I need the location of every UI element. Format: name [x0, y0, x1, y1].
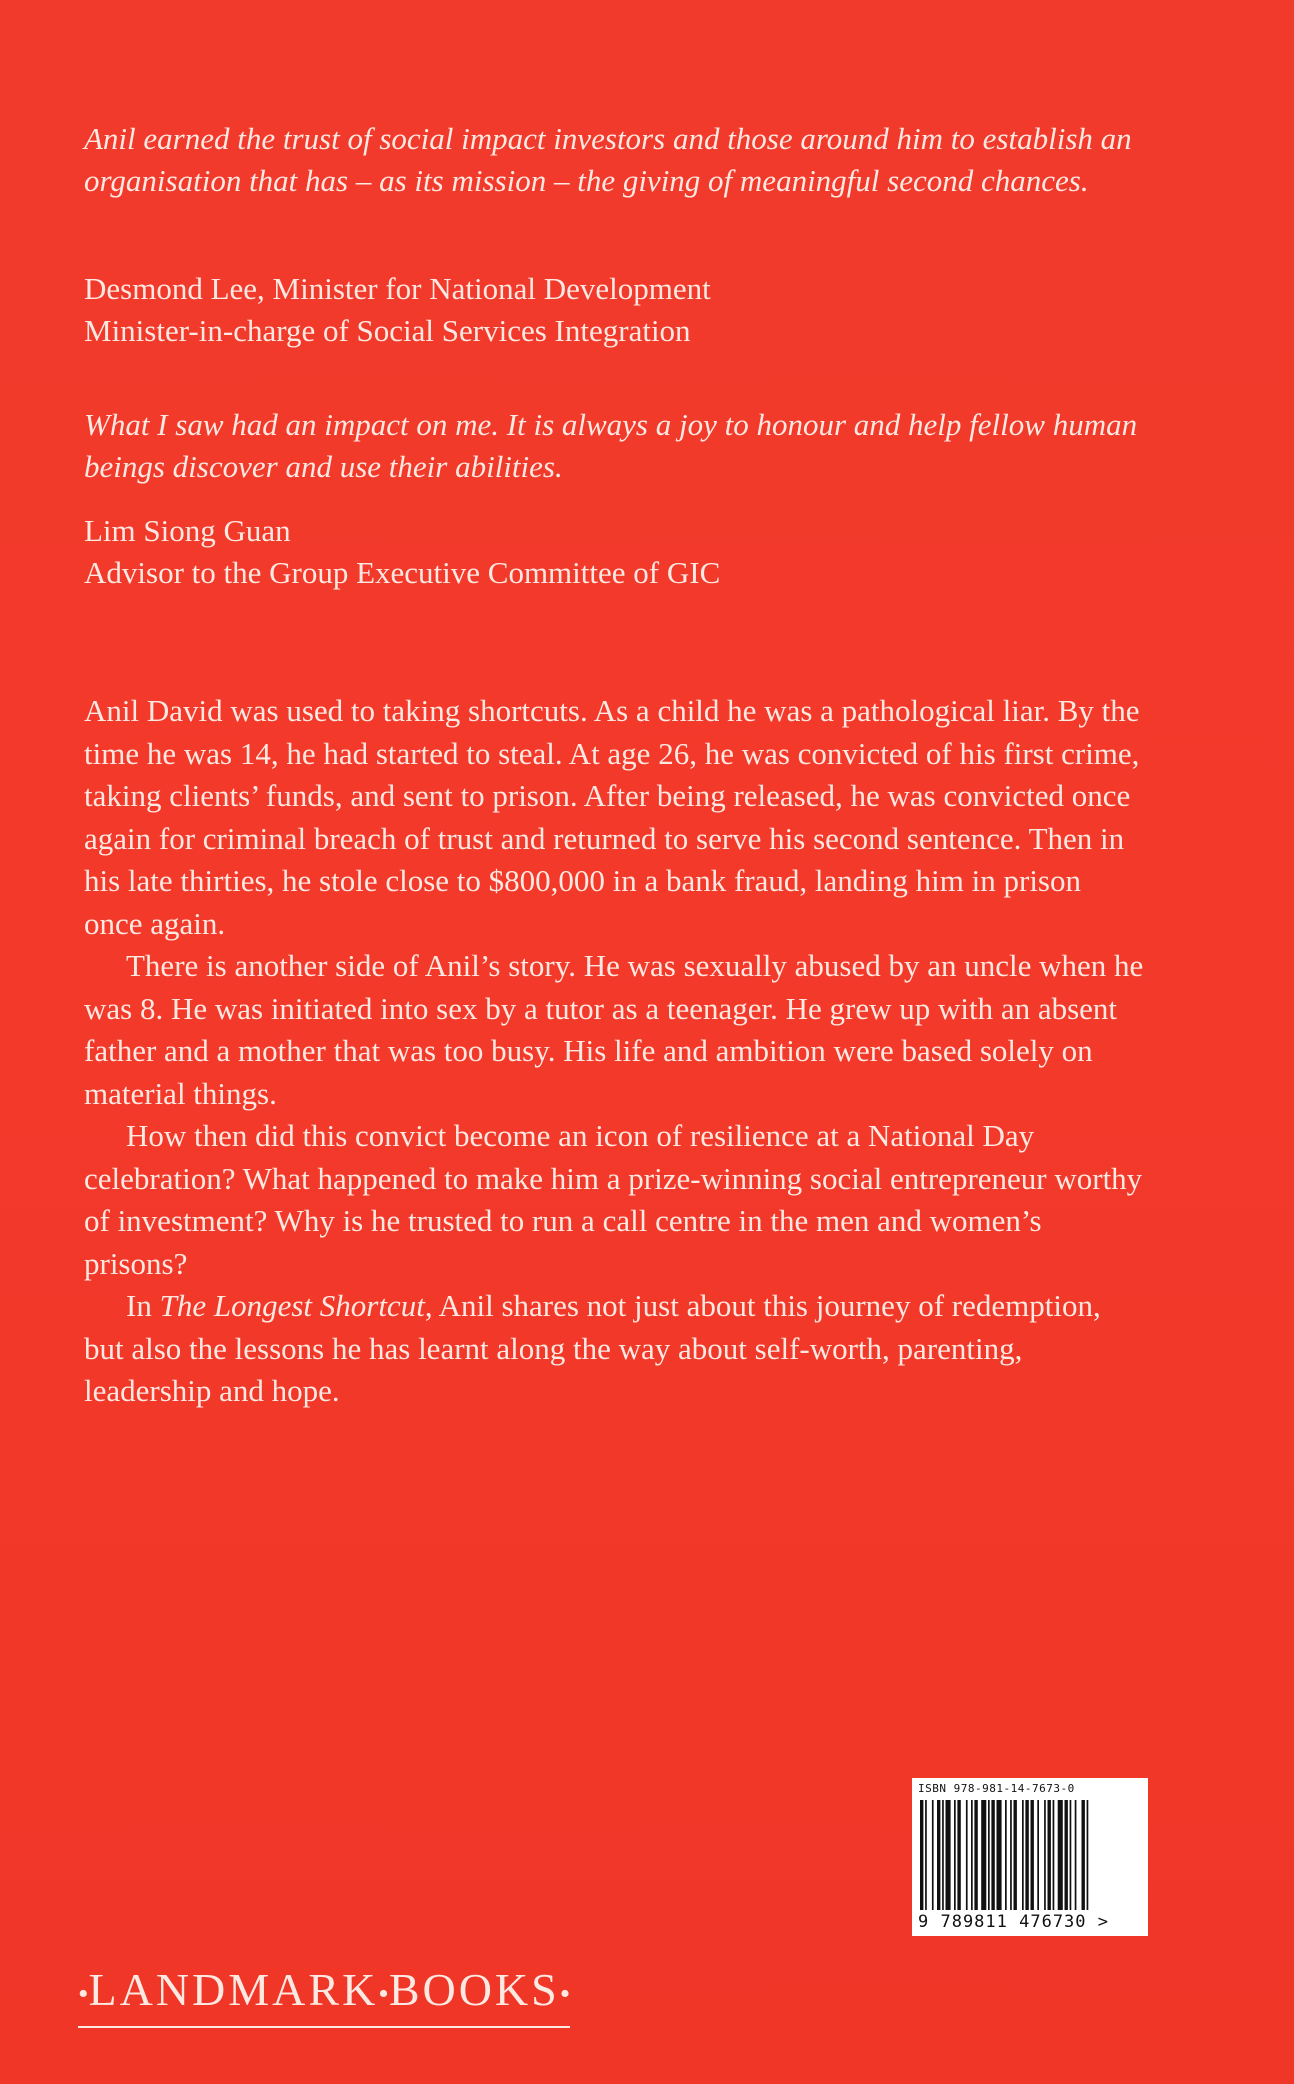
barcode-bar — [1014, 1800, 1017, 1910]
barcode-bar — [1025, 1800, 1028, 1910]
barcode-bar — [981, 1800, 986, 1910]
publisher-word-1: LANDMARK — [88, 1964, 379, 2015]
barcode-bar — [1022, 1800, 1024, 1910]
blurb-paragraph-1: Anil David was used to taking shortcuts. As a child he was a pathological liar. By the time he was 14, he had started to steal. At age 26, he was convicted of his first crime, taking clients’ funds, and sent to prison. After being released, he was convicted once again for criminal breach of trust and returned to serve his second sentence. Then in his late thirties, he stole close to $800,000 in a bank fraud, landing him in prison once again. — [84, 693, 1140, 941]
blurb-body — [84, 690, 1144, 1413]
barcode-bar — [1048, 1800, 1051, 1910]
barcode-bar — [1065, 1800, 1068, 1910]
barcode-bar — [1058, 1800, 1063, 1910]
barcode-bar — [1087, 1800, 1089, 1910]
blurb-paragraph-4 — [84, 1285, 1144, 1413]
barcode-bar — [991, 1800, 994, 1910]
endorsement-quote-1: Anil earned the trust of social impact investors and those around him to establish an organisation that has – as its mission – the giving of meaningful second chances. — [84, 121, 1132, 198]
publisher-dot: • — [78, 1977, 89, 2011]
barcode-bar — [932, 1800, 934, 1910]
barcode-bar — [1044, 1800, 1046, 1910]
barcode-bar — [966, 1800, 968, 1910]
endorsement-attribution-2 — [84, 510, 1204, 594]
blurb-p4-prefix: In — [126, 1288, 160, 1323]
barcode-bar — [1070, 1800, 1072, 1910]
isbn-digits: 9 789811 476730 > — [918, 1912, 1109, 1932]
barcode-bar — [1010, 1800, 1012, 1910]
barcode-bar — [954, 1800, 956, 1910]
attribution-line: Advisor to the Group Executive Committee of GIC — [84, 555, 721, 590]
endorsement-attribution-1 — [84, 268, 1204, 352]
attribution-line: Desmond Lee, Minister for National Development — [84, 271, 711, 306]
attribution-line: Lim Siong Guan — [84, 513, 291, 548]
barcode-bar — [1075, 1800, 1077, 1910]
barcode-bars — [920, 1800, 1140, 1910]
barcode-bar — [971, 1800, 973, 1910]
barcode-bar — [925, 1800, 927, 1910]
barcode-bar — [974, 1800, 977, 1910]
barcode-bar — [957, 1800, 960, 1910]
blurb-paragraph-3: How then did this convict become an icon of resilience at a National Day celebration? What happened to make him a prize-winning social entrepreneur worthy of investment? Why is he trusted to run a call centre in the men and women’s prisons? — [84, 1118, 1143, 1281]
endorsement-quote-2: What I saw had an impact on me. It is always a joy to honour and help fellow human beings discover and use their abilities. — [84, 407, 1138, 484]
book-title-inline: The Longest Shortcut — [159, 1288, 425, 1323]
isbn-label: ISBN 978-981-14-7673-0 — [918, 1782, 1075, 1795]
blurb-p4-suffix: , Anil shares not just about this journey of redemption, but also the lessons he has learnt along the way about self-worth, parenting, leadership and hope. — [84, 1288, 1101, 1408]
barcode-bar — [920, 1800, 923, 1910]
blurb-paragraph-2: There is another side of Anil’s story. He was sexually abused by an uncle when he was 8. He was initiated into sex by a tutor as a teenager. He grew up with an absent father and a mother that was too busy. His life and ambition were based solely on material things. — [84, 948, 1144, 1111]
barcode-bar — [1082, 1800, 1085, 1910]
barcode-bar — [1037, 1800, 1039, 1910]
publisher-dot: • — [559, 1977, 571, 2011]
attribution-line: Minister-in-charge of Social Services Integration — [84, 313, 691, 348]
barcode-bar — [1053, 1800, 1055, 1910]
barcode-bar — [942, 1800, 944, 1910]
barcode-bar — [1005, 1800, 1007, 1910]
barcode-bar — [937, 1800, 940, 1910]
barcode-bar — [946, 1800, 951, 1910]
barcode-bar — [997, 1800, 1002, 1910]
isbn-barcode — [912, 1778, 1148, 1936]
barcode-bar — [988, 1800, 990, 1910]
publisher-logo — [78, 1960, 570, 2028]
barcode-bar — [1031, 1800, 1034, 1910]
publisher-word-2: BOOKS — [388, 1964, 560, 2015]
publisher-dot: • — [378, 1977, 389, 2011]
